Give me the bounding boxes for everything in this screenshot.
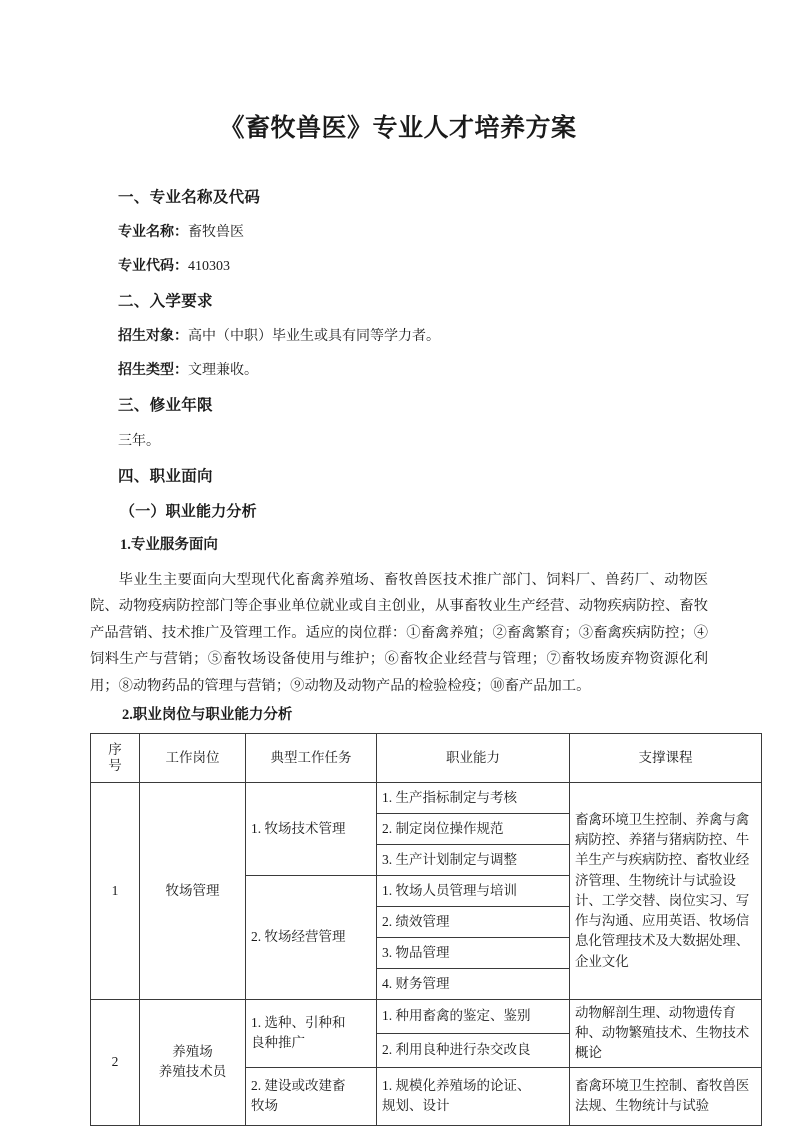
cell-ability: 3. 生产计划制定与调整 [377, 844, 570, 875]
cell-post: 牧场管理 [140, 782, 246, 999]
admission-target-value: 高中（中职）毕业生或具有同等学力者。 [188, 329, 440, 345]
cell-task [246, 1067, 377, 1125]
cell-ability: 2. 制定岗位操作规范 [377, 813, 570, 844]
cell-course: 畜禽环境卫生控制、养禽与禽病防控、养猪与猪病防控、牛羊生产与疾病防控、畜牧业经济管理、生物统计与试验设计、工学交替、岗位实习、写作与沟通、应用英语、牧场信息化管理技术及大数据处理、企业文化 [570, 782, 762, 999]
column-header-post: 工作岗位 [140, 733, 246, 782]
cell-task-line2: 良种推广 [251, 1035, 305, 1051]
cell-ability: 1. 生产指标制定与考核 [377, 782, 570, 813]
major-name-label: 专业名称： [118, 225, 188, 240]
table-header-row [91, 733, 762, 782]
cell-ability-line2: 规划、设计 [382, 1098, 450, 1114]
field-major-name [88, 222, 708, 243]
cell-ability: 1. 牧场人员管理与培训 [377, 875, 570, 906]
cell-ability: 2. 绩效管理 [377, 906, 570, 937]
document-content [88, 112, 750, 1126]
page-title: 《畜牧兽医》专业人才培养方案 [219, 115, 577, 142]
column-header-seq [91, 733, 140, 782]
column-header-task: 典型工作任务 [246, 733, 377, 782]
table-body [91, 782, 762, 1125]
column-header-seq-line2: 号 [108, 757, 122, 773]
admission-type-value: 文理兼收。 [188, 363, 258, 379]
column-header-course: 支撑课程 [570, 733, 762, 782]
cell-task: 1. 牧场技术管理 [246, 782, 377, 875]
cell-ability [377, 1067, 570, 1125]
section-heading-major-name-code: 一、专业名称及代码 [118, 188, 261, 206]
field-admission-type [88, 360, 708, 381]
job-table-wrapper [88, 733, 750, 1126]
major-name-value: 畜牧兽医 [188, 225, 244, 240]
subsection-heading-job-ability-analysis: 2.职业岗位与职业能力分析 [122, 707, 293, 724]
cell-ability: 4. 财务管理 [377, 968, 570, 999]
cell-ability-line1: 1. 规模化养殖场的论证、 [382, 1077, 531, 1093]
cell-post-line1: 养殖场 [172, 1044, 213, 1060]
cell-course: 动物解剖生理、动物遗传育种、动物繁殖技术、生物技术概论 [570, 999, 762, 1067]
cell-seq: 2 [91, 999, 140, 1125]
admission-target-label: 招生对象： [118, 329, 188, 345]
section-heading-career-orientation: 四、职业面向 [118, 467, 213, 485]
cell-ability: 3. 物品管理 [377, 937, 570, 968]
field-major-code [88, 256, 708, 277]
subsection-heading-professional-service: 1.专业服务面向 [120, 537, 218, 554]
cell-task: 2. 牧场经营管理 [246, 875, 377, 999]
subsection-heading-career-ability-analysis: （一）职业能力分析 [120, 503, 257, 520]
cell-ability: 1. 种用畜禽的鉴定、鉴别 [377, 999, 570, 1033]
column-header-ability: 职业能力 [377, 733, 570, 782]
cell-ability: 2. 利用良种进行杂交改良 [377, 1033, 570, 1067]
professional-service-paragraph: 毕业生主要面向大型现代化畜禽养殖场、畜牧兽医技术推广部门、饲料厂、兽药厂、动物医院、动物疫病防控部门等企事业单位就业或自主创业，从事畜牧业生产经营、动物疾病防控、畜牧产品营销、技术推广及管理工作。适应的岗位群：①畜禽养殖；②畜禽繁育；③畜禽疾病防控；④饲料生产与营销；⑤畜牧场设备使用与维护；⑥畜牧企业经营与管理；⑦畜牧场废弃物资源化利用；⑧动物药品的管理与营销；⑨动物及动物产品的检验检疫；⑩畜产品加工。 [90, 572, 708, 694]
cell-task-line2: 牧场 [251, 1098, 278, 1114]
field-admission-target [88, 326, 708, 347]
table-row [91, 999, 762, 1033]
major-code-label: 专业代码： [118, 259, 188, 274]
cell-task-line1: 1. 选种、引种和 [251, 1015, 346, 1031]
table-header [91, 733, 762, 782]
section-heading-admission-requirements: 二、入学要求 [118, 293, 213, 310]
cell-task [246, 999, 377, 1067]
cell-task-line1: 2. 建设或改建畜 [251, 1077, 346, 1093]
admission-type-label: 招生类型： [118, 363, 188, 379]
cell-post-line2: 养殖技术员 [158, 1064, 227, 1080]
major-code-value: 410303 [188, 259, 230, 274]
table-row [91, 782, 762, 813]
cell-course: 畜禽环境卫生控制、畜牧兽医法规、生物统计与试验 [570, 1067, 762, 1125]
section-heading-study-duration: 三、修业年限 [118, 397, 213, 415]
cell-post [140, 999, 246, 1125]
job-ability-table [90, 733, 762, 1126]
study-duration-value: 三年。 [118, 433, 160, 449]
column-header-seq-line1: 序 [108, 741, 122, 757]
cell-seq: 1 [91, 782, 140, 999]
